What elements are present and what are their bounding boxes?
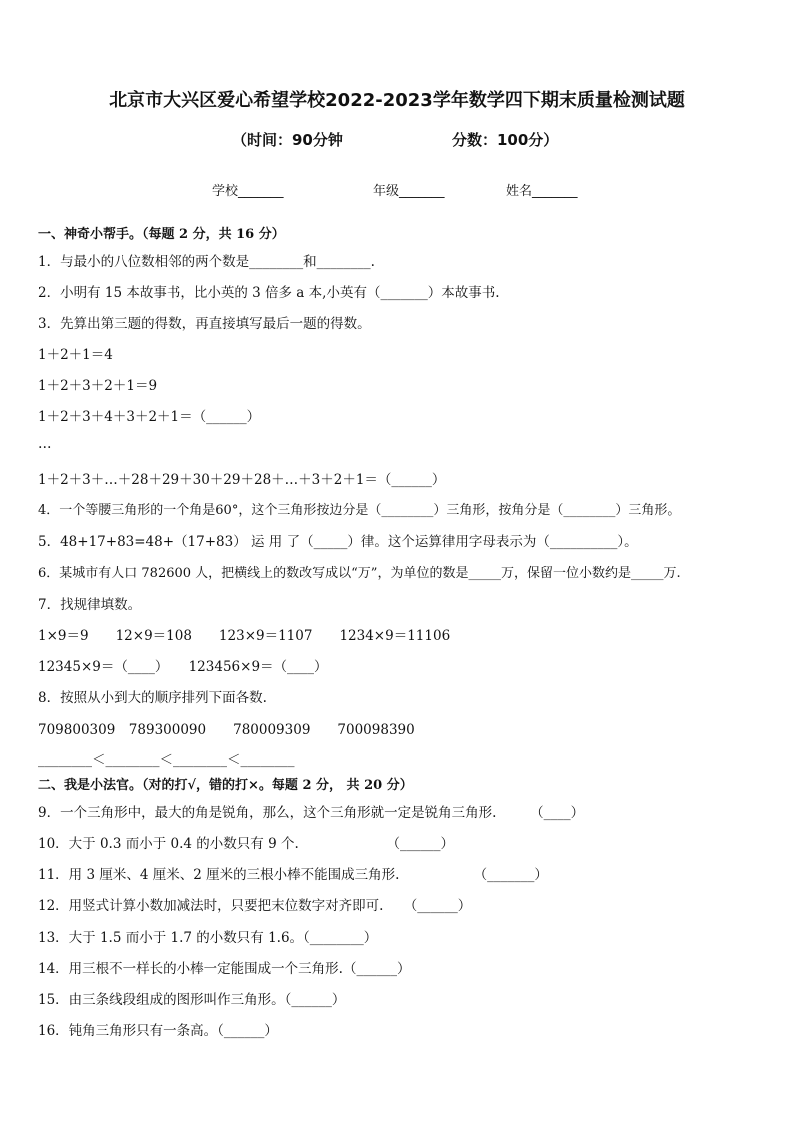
question-line: 13．大于 1.5 而小于 1.7 的小数只有 1.6。（________） <box>38 930 378 946</box>
section-heading: 二、我是小法官。（对的打√，错的打×。每题 2 分， 共 20 分） <box>38 778 413 793</box>
exam-score: 分数：100分） <box>452 131 559 149</box>
question-line: 14．用三根不一样长的小棒一定能围成一个三角形.（______） <box>38 961 411 977</box>
school-field: 学校_______ <box>212 184 284 199</box>
exam-title: 北京市大兴区爱心希望学校2022-2023学年数学四下期末质量检测试题 <box>109 90 685 111</box>
question-line: … <box>38 436 52 452</box>
question-line: 5．48+17+83=48+（17+83） 运 用 了（_____）律。这个运算律用字母表示为（__________）。 <box>38 534 638 550</box>
question-line: 12345×9＝（____） 123456×9＝（____） <box>38 659 328 675</box>
question-line: 10．大于 0.3 而小于 0.4 的小数只有 9 个. （______） <box>38 836 454 852</box>
question-line: 15．由三条线段组成的图形叫作三角形。（______） <box>38 992 346 1008</box>
question-line: 1＋2＋3＋4＋3＋2＋1＝（______） <box>38 409 261 425</box>
question-line: 2．小明有 15 本故事书，比小英的 3 倍多 a 本,小英有（_______）本故事书. <box>38 285 500 301</box>
question-line: 16．钝角三角形只有一条高。（______） <box>38 1023 278 1039</box>
question-line: 3．先算出第三题的得数，再直接填写最后一题的得数。 <box>38 316 371 332</box>
question-line: 7．找规律填数。 <box>38 597 142 613</box>
question-line: 8．按照从小到大的顺序排列下面各数. <box>38 690 267 706</box>
question-line: 1＋2＋3＋…＋28＋29＋30＋29＋28＋…＋3＋2＋1＝（______） <box>38 472 446 488</box>
question-line: 1×9＝9 12×9＝108 123×9＝1107 1234×9＝11106 <box>38 628 451 644</box>
question-line: ________＜________＜________＜________ <box>38 752 295 768</box>
question-line: 1＋2＋3＋2＋1＝9 <box>38 378 158 394</box>
question-line: 9．一个三角形中，最大的角是锐角，那么，这个三角形就一定是锐角三角形. （____） <box>38 805 585 821</box>
question-line: 709800309 789300090 780009309 700098390 <box>38 722 415 738</box>
question-line: 6．某城市有人口 782600 人，把横线上的数改写成以“万”，为单位的数是_____万，保留一位小数约是_____万. <box>38 566 681 581</box>
question-line: 1．与最小的八位数相邻的两个数是________和________. <box>38 254 375 270</box>
section-heading: 一、神奇小帮手。（每题 2 分，共 16 分） <box>38 227 285 242</box>
grade-field: 年级_______ <box>373 184 445 199</box>
question-line: 11．用 3 厘米、4 厘米、2 厘米的三根小棒不能围成三角形. （_______） <box>38 867 548 883</box>
exam-time: （时间：90分钟 <box>232 131 343 149</box>
name-field: 姓名_______ <box>506 184 578 199</box>
question-line: 1＋2＋1＝4 <box>38 347 113 363</box>
question-line: 12．用竖式计算小数加减法时，只要把末位数字对齐即可. （______） <box>38 898 472 914</box>
question-line: 4．一个等腰三角形的一个角是60°，这个三角形按边分是（________）三角形，按角分是（________）三角形。 <box>38 503 681 518</box>
